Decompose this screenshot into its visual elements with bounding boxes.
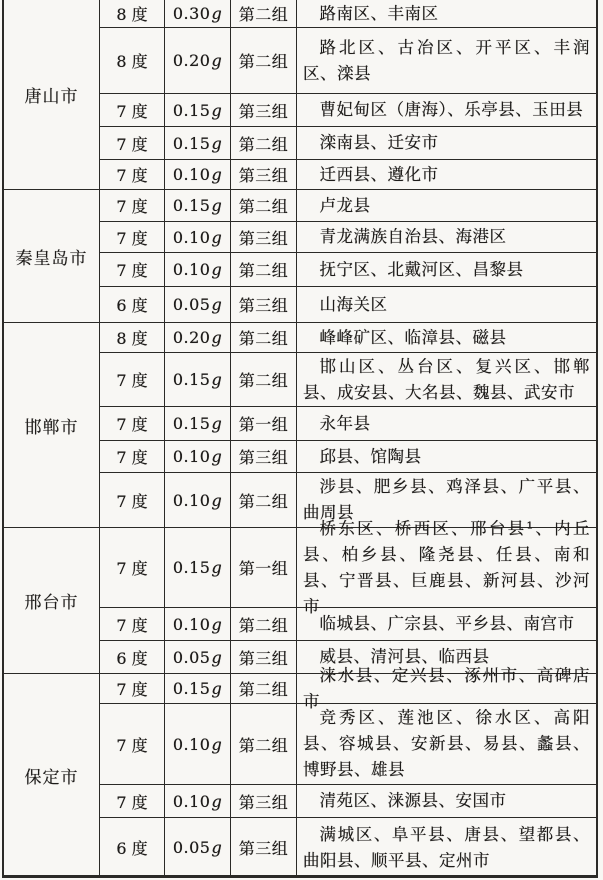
pga-unit: g: [211, 614, 223, 634]
districts-text: 清苑区、涞源县、安国市: [319, 791, 507, 810]
intensity-cell: 7 度: [100, 160, 165, 189]
pga-unit: g: [211, 370, 223, 389]
design-group-cell: 第二组: [231, 28, 297, 93]
districts-cell: [297, 323, 596, 352]
districts-cell: [297, 160, 596, 189]
table-row: [100, 665, 596, 711]
pga-unit: g: [211, 51, 223, 70]
pga-unit: g: [211, 4, 223, 23]
section-rows: [100, 0, 596, 189]
design-group-cell: 第二组: [231, 674, 297, 703]
pga-value: 0.15: [172, 414, 211, 433]
table-row: [100, 785, 596, 818]
pga-cell: [165, 28, 231, 93]
pga-value: 0.20: [172, 51, 211, 70]
pga-value: 0.15: [172, 558, 211, 577]
pga-cell: [165, 785, 231, 817]
design-group-cell: 第二组: [231, 323, 297, 352]
section-rows: [100, 323, 596, 527]
districts-cell: [297, 222, 596, 252]
pga-cell: [165, 160, 231, 189]
pga-unit: g: [211, 734, 223, 754]
intensity-cell: 7 度: [100, 785, 165, 817]
table-row: [100, 518, 596, 616]
table-row: [100, 323, 596, 353]
design-group-cell: 第二组: [231, 473, 297, 527]
districts-cell: [297, 785, 596, 817]
table-row: [100, 353, 596, 407]
pga-value: 0.15: [172, 679, 211, 698]
city-name-cell: 秦皇岛市: [4, 190, 100, 322]
intensity-cell: 8 度: [100, 28, 165, 93]
pga-value: 0.10: [172, 227, 211, 247]
districts-text: 曹妃甸区（唐海）、乐亭县、玉田县: [319, 100, 584, 119]
pga-unit: g: [211, 791, 223, 811]
city-section: [4, 190, 596, 323]
intensity-cell: 6 度: [100, 287, 165, 322]
pga-unit: g: [211, 679, 223, 698]
table-row: [100, 28, 596, 94]
pga-cell: [165, 473, 231, 527]
pga-cell: [165, 222, 231, 252]
design-group-cell: 第三组: [231, 785, 297, 817]
intensity-cell: 7 度: [100, 674, 165, 703]
intensity-cell: 6 度: [100, 641, 165, 673]
districts-cell: [297, 704, 596, 784]
pga-value: 0.10: [172, 165, 211, 184]
districts-cell: [297, 0, 596, 27]
city-name-cell: 保定市: [4, 674, 100, 877]
city-section: [4, 323, 596, 528]
intensity-cell: 7 度: [100, 608, 165, 640]
section-rows: [100, 190, 596, 322]
pga-value: 0.05: [172, 295, 211, 314]
design-group-cell: 第三组: [231, 441, 297, 472]
pga-unit: g: [211, 490, 223, 510]
pga-cell: [165, 608, 231, 640]
table-row: [100, 190, 596, 222]
city-name-cell: 唐山市: [4, 0, 100, 189]
pga-cell: [165, 190, 231, 221]
section-rows: [100, 518, 596, 673]
table-row: [100, 608, 596, 641]
districts-text: 桥东区、桥西区、邢台县¹、内丘县、柏乡县、隆尧县、任县、南和县、宁晋县、巨鹿县、新河县、沙河市: [303, 518, 590, 616]
table-row: [100, 0, 596, 28]
districts-text: 竞秀区、莲池区、徐水区、高阳县、容城县、安新县、易县、蠡县、博野县、雄县: [303, 708, 590, 779]
intensity-cell: 8 度: [100, 0, 165, 27]
pga-cell: [165, 674, 231, 703]
city-section: [4, 0, 596, 190]
table-row: [100, 160, 596, 189]
districts-text: 永年县: [319, 413, 371, 433]
pga-unit: g: [211, 838, 223, 857]
districts-cell: [297, 94, 596, 126]
intensity-cell: 7 度: [100, 528, 165, 607]
table-row: [100, 704, 596, 785]
table-row: [100, 222, 596, 253]
intensity-cell: 7 度: [100, 253, 165, 286]
intensity-cell: 7 度: [100, 407, 165, 440]
pga-cell: [165, 287, 231, 322]
pga-value: 0.10: [172, 734, 211, 754]
districts-cell: [297, 441, 596, 472]
pga-value: 0.15: [172, 100, 211, 120]
intensity-cell: 7 度: [100, 473, 165, 527]
pga-value: 0.05: [172, 647, 211, 667]
design-group-cell: 第三组: [231, 641, 297, 673]
table-row: [100, 287, 596, 322]
design-group-cell: 第一组: [231, 407, 297, 440]
pga-cell: [165, 94, 231, 126]
districts-cell: [297, 253, 596, 286]
districts-text: 峰峰矿区、临漳县、磁县: [319, 327, 507, 347]
design-group-cell: 第二组: [231, 704, 297, 784]
districts-text: 满城区、阜平县、唐县、望都县、曲阳县、顺平县、定州市: [303, 824, 590, 870]
districts-cell: [297, 190, 596, 221]
intensity-cell: 7 度: [100, 704, 165, 784]
pga-value: 0.30: [172, 4, 211, 23]
pga-unit: g: [211, 260, 223, 279]
pga-unit: g: [211, 165, 223, 184]
pga-cell: [165, 528, 231, 607]
design-group-cell: 第三组: [231, 818, 297, 877]
design-group-cell: 第二组: [231, 127, 297, 159]
city-name-cell: 邢台市: [4, 528, 100, 673]
pga-value: 0.15: [172, 370, 211, 389]
pga-value: 0.05: [172, 838, 211, 857]
city-section: [4, 518, 596, 674]
table-row: [100, 94, 596, 127]
design-group-cell: 第二组: [231, 0, 297, 27]
pga-value: 0.10: [172, 490, 211, 510]
pga-value: 0.10: [172, 260, 211, 279]
pga-cell: [165, 323, 231, 352]
districts-text: 抚宁区、北戴河区、昌黎县: [319, 259, 524, 279]
pga-cell: [165, 353, 231, 406]
intensity-cell: 7 度: [100, 190, 165, 221]
pga-unit: g: [211, 328, 223, 347]
design-group-cell: 第三组: [231, 222, 297, 252]
pga-unit: g: [211, 227, 223, 247]
pga-value: 0.20: [172, 328, 211, 347]
design-group-cell: 第二组: [231, 253, 297, 286]
districts-text: 涞水县、定兴县、涿州市、高碑店市: [303, 665, 590, 711]
design-group-cell: 第三组: [231, 160, 297, 189]
districts-text: 邯山区、丛台区、复兴区、邯郸县、成安县、大名县、魏县、武安市: [303, 356, 590, 402]
pga-cell: [165, 441, 231, 472]
seismic-zoning-table: [2, 0, 598, 878]
pga-cell: [165, 127, 231, 159]
pga-unit: g: [211, 100, 223, 120]
districts-cell: [297, 518, 596, 616]
districts-text: 滦南县、迁安市: [319, 133, 439, 152]
districts-text: 邱县、馆陶县: [319, 446, 422, 466]
districts-text: 涉县、肥乡县、鸡泽县、广平县、曲周县: [303, 477, 590, 522]
districts-cell: [297, 127, 596, 159]
districts-cell: [297, 407, 596, 440]
pga-cell: [165, 818, 231, 877]
design-group-cell: 第三组: [231, 287, 297, 322]
table-row: [100, 253, 596, 287]
districts-text: 山海关区: [319, 294, 388, 314]
pga-unit: g: [211, 558, 223, 577]
districts-cell: [297, 608, 596, 640]
city-section: [4, 665, 596, 877]
table-row: [100, 441, 596, 473]
intensity-cell: 7 度: [100, 353, 165, 406]
intensity-cell: 6 度: [100, 818, 165, 877]
pga-unit: g: [211, 414, 223, 433]
section-rows: [100, 665, 596, 877]
pga-unit: g: [211, 196, 223, 215]
districts-text: 青龙满族自治县、海港区: [319, 227, 507, 246]
districts-text: 路北区、古冶区、开平区、丰润区、滦县: [303, 37, 590, 83]
intensity-cell: 7 度: [100, 94, 165, 126]
districts-cell: [297, 287, 596, 322]
design-group-cell: 第二组: [231, 353, 297, 406]
districts-text: 威县、清河县、临西县: [319, 647, 490, 666]
pga-cell: [165, 253, 231, 286]
districts-text: 路南区、丰南区: [319, 3, 439, 23]
pga-unit: g: [211, 133, 223, 153]
pga-cell: [165, 641, 231, 673]
pga-unit: g: [211, 647, 223, 667]
intensity-cell: 7 度: [100, 127, 165, 159]
design-group-cell: 第二组: [231, 608, 297, 640]
pga-unit: g: [211, 295, 223, 314]
design-group-cell: 第二组: [231, 190, 297, 221]
intensity-cell: 7 度: [100, 441, 165, 472]
pga-value: 0.15: [172, 196, 211, 215]
districts-text: 迁西县、遵化市: [319, 164, 439, 184]
intensity-cell: 7 度: [100, 222, 165, 252]
city-name-cell: 邯郸市: [4, 323, 100, 527]
table-row: [100, 127, 596, 160]
districts-cell: [297, 818, 596, 877]
table-row: [100, 407, 596, 441]
districts-cell: [297, 353, 596, 406]
table-row: [100, 818, 596, 877]
pga-unit: g: [211, 447, 223, 466]
pga-cell: [165, 704, 231, 784]
intensity-cell: 8 度: [100, 323, 165, 352]
districts-text: 临城县、广宗县、平乡县、南宫市: [319, 614, 575, 633]
design-group-cell: 第一组: [231, 528, 297, 607]
districts-cell: [297, 665, 596, 711]
pga-cell: [165, 0, 231, 27]
design-group-cell: 第三组: [231, 94, 297, 126]
pga-value: 0.10: [172, 791, 211, 811]
pga-value: 0.10: [172, 614, 211, 634]
districts-text: 卢龙县: [319, 195, 371, 215]
districts-cell: [297, 28, 596, 93]
pga-value: 0.15: [172, 133, 211, 153]
pga-cell: [165, 407, 231, 440]
pga-value: 0.10: [172, 447, 211, 466]
